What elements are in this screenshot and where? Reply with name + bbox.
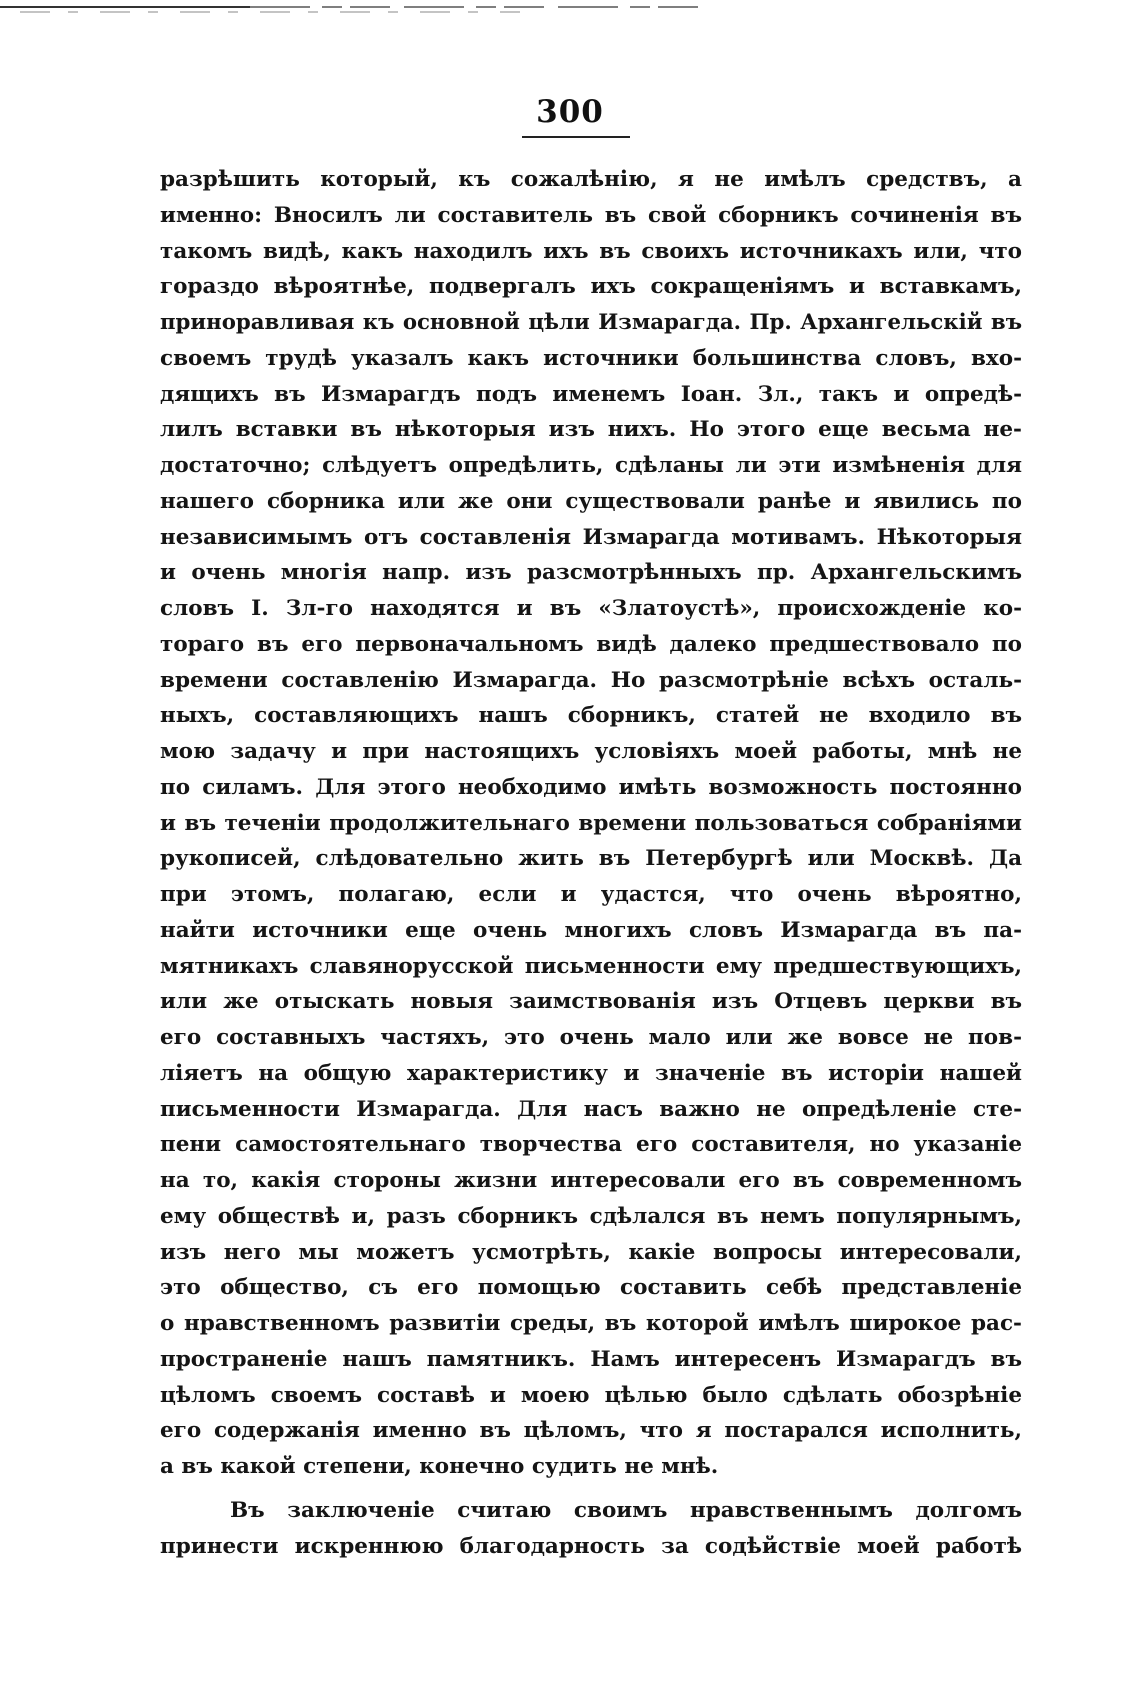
text-line: ныхъ, составляющихъ нашъ сборникъ, статей не входило въ (160, 703, 1022, 729)
text-line: лилъ вставки въ нѣкоторыя изъ нихъ. Но этого еще весьма не- (160, 417, 1022, 443)
text-line: и очень многія напр. изъ разсмотрѣнныхъ пр. Архангельскимъ (160, 560, 1022, 586)
text-line: времени составленію Измарагда. Но разсмотрѣніе всѣхъ осталь- (160, 667, 1022, 693)
text-line: приноравливая къ основной цѣли Измарагда. Пр. Архангельскій въ (160, 310, 1022, 335)
text-line: на то, какія стороны жизни интересовали его въ современномъ (160, 1168, 1022, 1193)
text-line: цѣломъ своемъ составѣ и моею цѣлью было сдѣлать обозрѣніе (160, 1382, 1022, 1408)
text-line: разрѣшить который, къ сожалѣнію, я не имѣлъ средствъ, а (160, 167, 1022, 192)
text-line: нашего сборника или же они существовали ранѣе и явились по (160, 488, 1022, 514)
text-line: по силамъ. Для этого необходимо имѣть возможность постоянно (160, 774, 1022, 800)
text-line: или же отыскать новыя заимствованія изъ Отцевъ церкви въ (160, 989, 1022, 1015)
text-line: дящихъ въ Измарагдъ подъ именемъ Іоан. Зл., такъ и опредѣ- (160, 381, 1022, 407)
text-line: своемъ трудѣ указалъ какъ источники большинства словъ, вхо- (160, 345, 1022, 371)
text-line: ему обществѣ и, разъ сборникъ сдѣлался въ немъ популярнымъ, (160, 1203, 1022, 1229)
text-line: словъ І. Зл-го находятся и въ «Златоустѣ», происхожденіе ко- (160, 596, 1022, 621)
text-line: пространеніе нашъ памятникъ. Намъ интересенъ Измарагдъ въ (160, 1346, 1022, 1372)
text-line: достаточно; слѣдуетъ опредѣлить, сдѣланы ли эти измѣненія для (160, 453, 1022, 478)
text-line: гораздо вѣроятнѣе, подвергалъ ихъ сокращеніямъ и вставкамъ, (160, 274, 1022, 300)
text-line: при этомъ, полагаю, если и удастся, что очень вѣроятно, (160, 882, 1022, 907)
text-line: независимымъ отъ составленія Измарагда мотивамъ. Нѣкоторыя (160, 524, 1022, 550)
text-line: мятникахъ славянорусской письменности ему предшествующихъ, (160, 953, 1022, 979)
page-number: 300 (536, 94, 604, 130)
paragraph-end-line: а въ какой степени, конечно судить не мнѣ. (160, 1454, 719, 1479)
paragraph-start-line: Въ заключеніе считаю своимъ нравственнымъ долгомъ (230, 1497, 1022, 1523)
text-line: его составныхъ частяхъ, это очень мало или же вовсе не пов- (160, 1025, 1022, 1050)
text-line: тораго въ его первоначальномъ видѣ далеко предшествовало по (160, 631, 1022, 657)
text-body (160, 162, 1022, 1564)
text-line: ліяетъ на общую характеристику и значеніе въ исторіи нашей (160, 1060, 1022, 1086)
text-line: найти источники еще очень многихъ словъ Измарагда въ па- (160, 917, 1022, 943)
top-scan-edge-rule (0, 4, 700, 16)
text-line: пени самостоятельнаго творчества его составителя, но указаніе (160, 1132, 1022, 1158)
text-line: мою задачу и при настоящихъ условіяхъ моей работы, мнѣ не (160, 739, 1022, 764)
text-line: изъ него мы можетъ усмотрѣть, какіе вопросы интересовали, (160, 1239, 1022, 1265)
text-line: такомъ видѣ, какъ находилъ ихъ въ своихъ источникахъ или, что (160, 238, 1022, 264)
text-line: письменности Измарагда. Для насъ важно не опредѣленіе сте- (160, 1096, 1022, 1122)
text-line: его содержанія именно въ цѣломъ, что я постарался исполнить, (160, 1418, 1022, 1444)
text-line: именно: Вносилъ ли составитель въ свой сборникъ сочиненія въ (160, 202, 1022, 228)
text-line: принести искреннюю благодарность за содѣйствіе моей работѣ (160, 1533, 1022, 1559)
page-number-rule (522, 136, 630, 138)
text-line: и въ теченіи продолжительнаго времени пользоваться собраніями (160, 810, 1022, 836)
text-line: о нравственномъ развитіи среды, въ которой имѣлъ широкое рас- (160, 1311, 1022, 1336)
text-line: рукописей, слѣдовательно жить въ Петербургѣ или Москвѣ. Да (160, 846, 1022, 872)
text-line: это общество, съ его помощью составить себѣ представленіе (160, 1275, 1022, 1301)
